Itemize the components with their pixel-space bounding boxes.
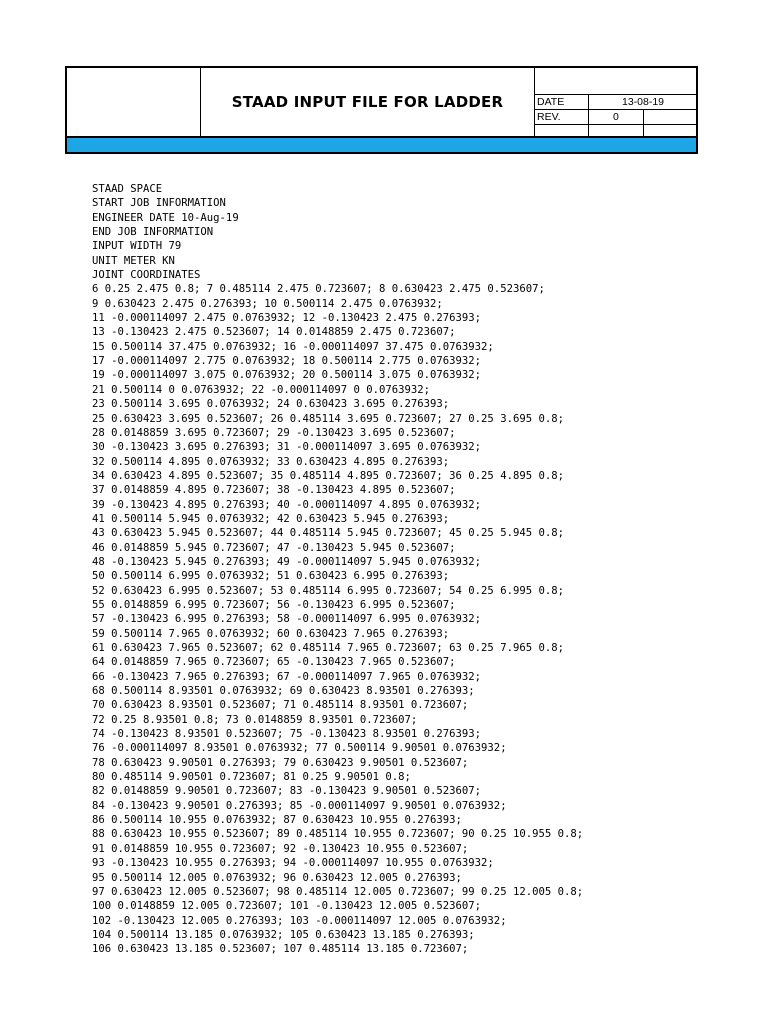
code-line: 68 0.500114 8.93501 0.0763932; 69 0.630423 8.93501 0.276393;	[92, 685, 475, 698]
meta-row-blank-top	[535, 68, 698, 95]
code-line: 72 0.25 8.93501 0.8; 73 0.0148859 8.93501 0.723607;	[92, 713, 418, 726]
code-line: JOINT COORDINATES	[92, 269, 201, 282]
code-line: 25 0.630423 3.695 0.523607; 26 0.485114 3.695 0.723607; 27 0.25 3.695 0.8;	[92, 412, 564, 425]
code-line: 82 0.0148859 9.90501 0.723607; 83 -0.130423 9.90501 0.523607;	[92, 785, 482, 798]
code-line: 74 -0.130423 8.93501 0.523607; 75 -0.130423 8.93501 0.276393;	[92, 728, 482, 741]
code-line: 9 0.630423 2.475 0.276393; 10 0.500114 2.475 0.0763932;	[92, 297, 443, 310]
code-line: UNIT METER KN	[92, 254, 175, 267]
code-line: 93 -0.130423 10.955 0.276393; 94 -0.000114097 10.955 0.0763932;	[92, 857, 494, 870]
code-line: 19 -0.000114097 3.075 0.0763932; 20 0.500114 3.075 0.0763932;	[92, 369, 482, 382]
code-line: 55 0.0148859 6.995 0.723607; 56 -0.130423 6.995 0.523607;	[92, 598, 456, 611]
code-line: ENGINEER DATE 10-Aug-19	[92, 211, 239, 224]
code-line: START JOB INFORMATION	[92, 197, 226, 210]
code-line: 66 -0.130423 7.965 0.276393; 67 -0.000114097 7.965 0.0763932;	[92, 670, 482, 683]
code-line: 43 0.630423 5.945 0.523607; 44 0.485114 5.945 0.723607; 45 0.25 5.945 0.8;	[92, 527, 564, 540]
code-line: 41 0.500114 5.945 0.0763932; 42 0.630423 5.945 0.276393;	[92, 512, 450, 525]
code-line: INPUT WIDTH 79	[92, 240, 182, 253]
code-line: 91 0.0148859 10.955 0.723607; 92 -0.130423 10.955 0.523607;	[92, 842, 469, 855]
code-line: 57 -0.130423 6.995 0.276393; 58 -0.000114097 6.995 0.0763932;	[92, 613, 482, 626]
code-line: 11 -0.000114097 2.475 0.0763932; 12 -0.130423 2.475 0.276393;	[92, 312, 482, 325]
code-line: 6 0.25 2.475 0.8; 7 0.485114 2.475 0.723607; 8 0.630423 2.475 0.523607;	[92, 283, 545, 296]
meta-row-date	[535, 95, 698, 110]
code-line: 32 0.500114 4.895 0.0763932; 33 0.630423 4.895 0.276393;	[92, 455, 450, 468]
code-line: 95 0.500114 12.005 0.0763932; 96 0.630423 12.005 0.276393;	[92, 871, 462, 884]
code-line: 100 0.0148859 12.005 0.723607; 101 -0.130423 12.005 0.523607;	[92, 900, 482, 913]
code-line: 64 0.0148859 7.965 0.723607; 65 -0.130423 7.965 0.523607;	[92, 656, 456, 669]
code-line: 39 -0.130423 4.895 0.276393; 40 -0.000114097 4.895 0.0763932;	[92, 498, 482, 511]
revision-block	[534, 68, 698, 136]
code-line: 88 0.630423 10.955 0.523607; 89 0.485114 10.955 0.723607; 90 0.25 10.955 0.8;	[92, 828, 584, 841]
code-line: 21 0.500114 0 0.0763932; 22 -0.000114097 0 0.0763932;	[92, 383, 431, 396]
code-line: 15 0.500114 37.475 0.0763932; 16 -0.000114097 37.475 0.0763932;	[92, 340, 494, 353]
meta-row-blank-bottom	[535, 125, 698, 138]
code-line: 52 0.630423 6.995 0.523607; 53 0.485114 6.995 0.723607; 54 0.25 6.995 0.8;	[92, 584, 564, 597]
rev-label: REV.	[535, 110, 589, 124]
code-line: 76 -0.000114097 8.93501 0.0763932; 77 0.500114 9.90501 0.0763932;	[92, 742, 507, 755]
rev-value: 0	[589, 110, 644, 124]
code-line: 28 0.0148859 3.695 0.723607; 29 -0.130423 3.695 0.523607;	[92, 426, 456, 439]
code-line: 59 0.500114 7.965 0.0763932; 60 0.630423 7.965 0.276393;	[92, 627, 450, 640]
document-title: STAAD INPUT FILE FOR LADDER	[231, 93, 504, 111]
code-line: 48 -0.130423 5.945 0.276393; 49 -0.000114097 5.945 0.0763932;	[92, 555, 482, 568]
meta-row-rev	[535, 110, 698, 125]
code-line: 46 0.0148859 5.945 0.723607; 47 -0.130423 5.945 0.523607;	[92, 541, 456, 554]
code-line: 86 0.500114 10.955 0.0763932; 87 0.630423 10.955 0.276393;	[92, 814, 462, 827]
code-line: 17 -0.000114097 2.775 0.0763932; 18 0.500114 2.775 0.0763932;	[92, 355, 482, 368]
code-line: 78 0.630423 9.90501 0.276393; 79 0.630423 9.90501 0.523607;	[92, 756, 469, 769]
code-line: 61 0.630423 7.965 0.523607; 62 0.485114 7.965 0.723607; 63 0.25 7.965 0.8;	[92, 642, 564, 654]
code-line: 50 0.500114 6.995 0.0763932; 51 0.630423 6.995 0.276393;	[92, 570, 450, 583]
staad-input-listing	[92, 182, 732, 957]
code-line: END JOB INFORMATION	[92, 226, 214, 239]
code-line: 23 0.500114 3.695 0.0763932; 24 0.630423 3.695 0.276393;	[92, 398, 450, 411]
date-label: DATE	[535, 95, 589, 109]
code-line: 106 0.630423 13.185 0.523607; 107 0.485114 13.185 0.723607;	[92, 943, 469, 956]
code-line: 84 -0.130423 9.90501 0.276393; 85 -0.000114097 9.90501 0.0763932;	[92, 799, 507, 812]
logo-cell	[67, 68, 201, 136]
code-line: 70 0.630423 8.93501 0.523607; 71 0.485114 8.93501 0.723607;	[92, 699, 469, 712]
code-line: 37 0.0148859 4.895 0.723607; 38 -0.130423 4.895 0.523607;	[92, 484, 456, 497]
code-line: 102 -0.130423 12.005 0.276393; 103 -0.000114097 12.005 0.0763932;	[92, 914, 507, 927]
code-line: 13 -0.130423 2.475 0.523607; 14 0.0148859 2.475 0.723607;	[92, 326, 456, 339]
code-line: STAAD SPACE	[92, 183, 163, 195]
code-line: 97 0.630423 12.005 0.523607; 98 0.485114 12.005 0.723607; 99 0.25 12.005 0.8;	[92, 885, 584, 898]
date-value: 13-08-19	[621, 96, 665, 108]
document-header	[65, 66, 698, 138]
code-line: 80 0.485114 9.90501 0.723607; 81 0.25 9.90501 0.8;	[92, 771, 411, 784]
code-line: 30 -0.130423 3.695 0.276393; 31 -0.000114097 3.695 0.0763932;	[92, 441, 482, 454]
rev-extra-cell	[644, 110, 697, 124]
header-accent-bar	[65, 138, 698, 154]
code-line: 34 0.630423 4.895 0.523607; 35 0.485114 4.895 0.723607; 36 0.25 4.895 0.8;	[92, 469, 564, 482]
code-line: 104 0.500114 13.185 0.0763932; 105 0.630423 13.185 0.276393;	[92, 928, 475, 941]
